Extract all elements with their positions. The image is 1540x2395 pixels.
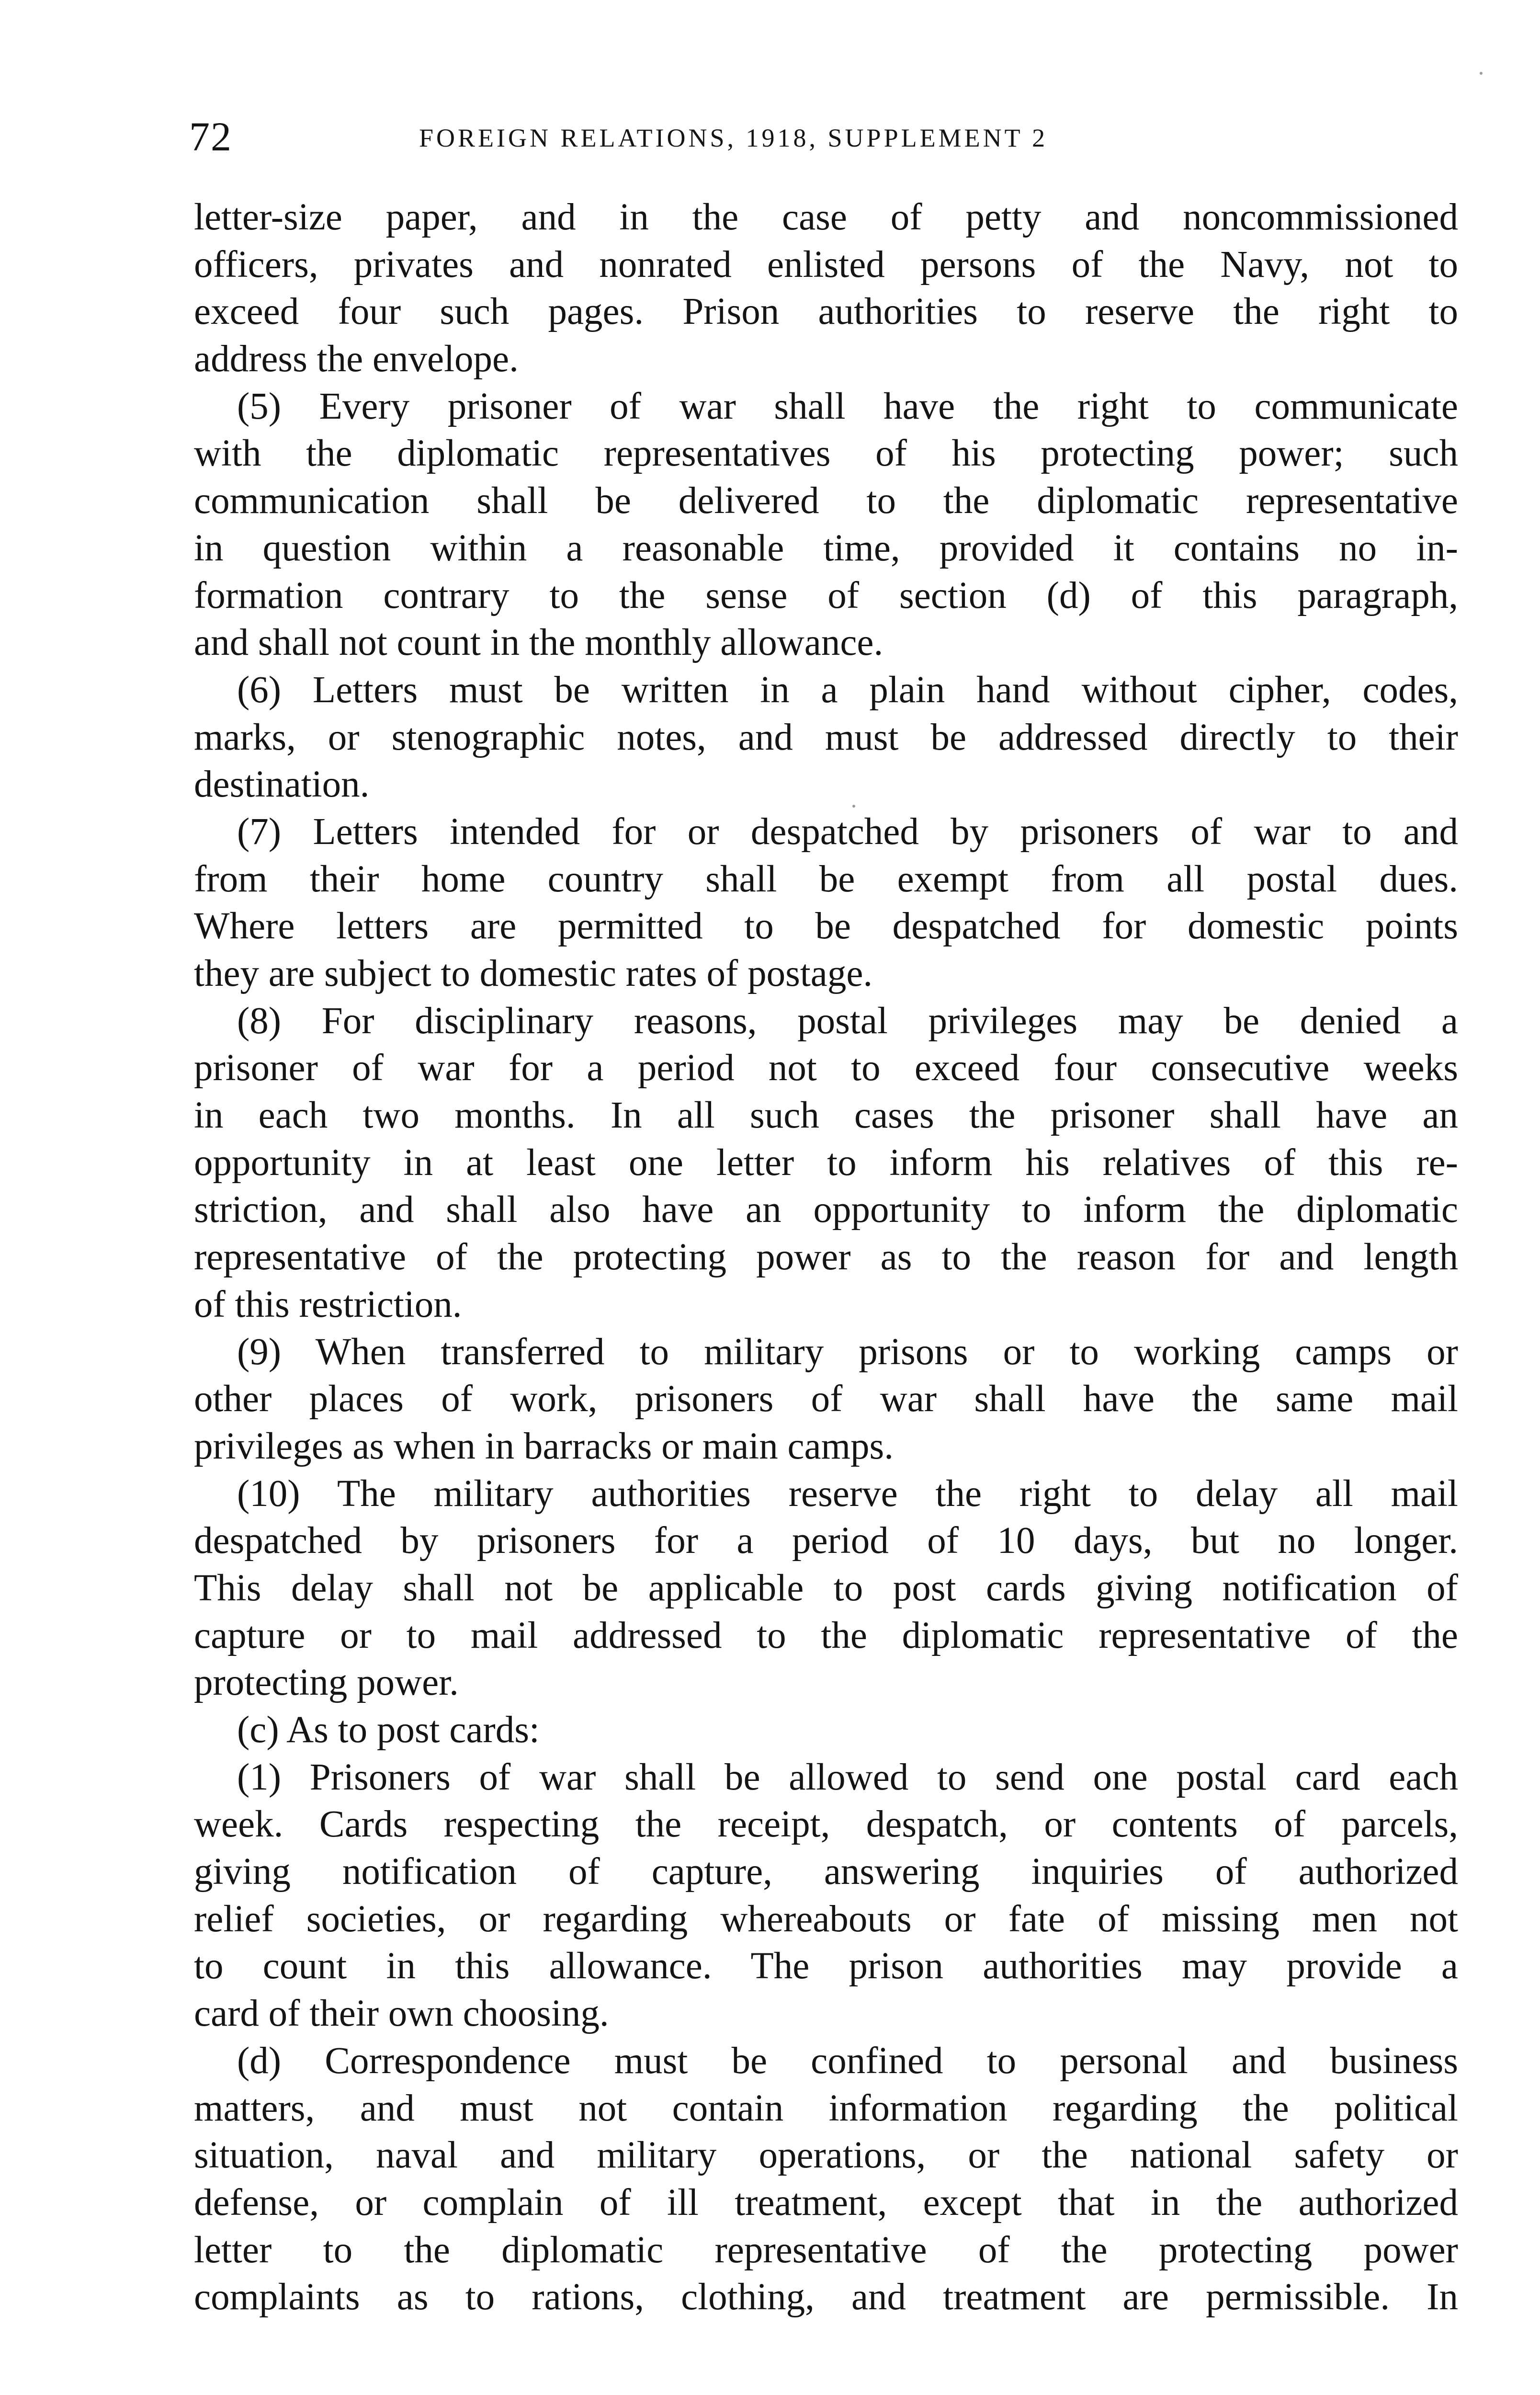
- paper-speck: [852, 805, 855, 808]
- text-line: situation, naval and military operations, or the national safety or: [194, 2134, 1458, 2177]
- text-line: and shall not count in the monthly allowance.: [194, 622, 883, 664]
- text-line: in question within a reasonable time, provided it contains no in-: [194, 527, 1458, 569]
- text-line: week. Cards respecting the receipt, despatch, or contents of parcels,: [194, 1803, 1458, 1846]
- text-line: capture or to mail addressed to the diplomatic representative of the: [194, 1614, 1458, 1656]
- text-line: card of their own choosing.: [194, 1993, 609, 2035]
- text-line: destination.: [194, 764, 370, 806]
- text-line: giving notification of capture, answering inquiries of authorized: [194, 1851, 1458, 1893]
- text-line: letter to the diplomatic representative of the protecting power: [194, 2229, 1458, 2271]
- text-line: representative of the protecting power as to the reason for and length: [194, 1236, 1458, 1278]
- text-line: in each two months. In all such cases the prisoner shall have an: [194, 1095, 1458, 1137]
- paper-speck: [1480, 72, 1483, 75]
- text-line: to count in this allowance. The prison authorities may provide a: [194, 1945, 1458, 1987]
- running-head: [189, 110, 1463, 163]
- text-line: (10) The military authorities reserve the right to delay all mail: [237, 1472, 1458, 1515]
- text-line: (d) Correspondence must be confined to personal and business: [237, 2040, 1458, 2082]
- page-number: 72: [189, 114, 232, 160]
- text-line: prisoner of war for a period not to exceed four consecutive weeks: [194, 1047, 1458, 1089]
- text-line: defense, or complain of ill treatment, except that in the authorized: [194, 2181, 1458, 2224]
- text-line: of this restriction.: [194, 1283, 462, 1325]
- text-line: communication shall be delivered to the diplomatic representative: [194, 480, 1458, 522]
- text-line: marks, or stenographic notes, and must be addressed directly to their: [194, 716, 1458, 758]
- text-line: (1) Prisoners of war shall be allowed to send one postal card each: [237, 1756, 1458, 1798]
- text-line: privileges as when in barracks or main camps.: [194, 1425, 894, 1467]
- text-line: complaints as to rations, clothing, and treatment are permissible. In: [194, 2276, 1458, 2318]
- text-line: officers, privates and nonrated enlisted persons of the Navy, not to: [194, 243, 1458, 285]
- text-line: address the envelope.: [194, 338, 519, 380]
- text-line: (8) For disciplinary reasons, postal privileges may be denied a: [237, 1000, 1458, 1042]
- body-text: [194, 194, 1458, 2321]
- text-line: striction, and shall also have an opportunity to inform the diplomatic: [194, 1189, 1458, 1231]
- text-line: they are subject to domestic rates of postage.: [194, 953, 873, 994]
- text-line: (7) Letters intended for or despatched by prisoners of war to and: [237, 810, 1458, 853]
- text-line: other places of work, prisoners of war shall have the same mail: [194, 1378, 1458, 1420]
- text-line: exceed four such pages. Prison authorities to reserve the right to: [194, 291, 1458, 333]
- text-line: relief societies, or regarding whereabouts or fate of missing men not: [194, 1898, 1458, 1940]
- text-line: with the diplomatic representatives of his protecting power; such: [194, 433, 1458, 475]
- text-line: Where letters are permitted to be despatched for domestic points: [194, 905, 1458, 947]
- text-line: despatched by prisoners for a period of 10 days, but no longer.: [194, 1520, 1458, 1562]
- text-line: opportunity in at least one letter to inform his relatives of this re-: [194, 1141, 1458, 1184]
- text-line: from their home country shall be exempt from all postal dues.: [194, 858, 1458, 900]
- running-title: FOREIGN RELATIONS, 1918, SUPPLEMENT 2: [419, 124, 1048, 152]
- text-line: formation contrary to the sense of section (d) of this paragraph,: [194, 574, 1458, 616]
- text-line: (6) Letters must be written in a plain hand without cipher, codes,: [237, 669, 1458, 711]
- text-line: This delay shall not be applicable to post cards giving notification of: [194, 1567, 1458, 1609]
- text-line: letter-size paper, and in the case of petty and noncommissioned: [194, 196, 1458, 238]
- text-line: protecting power.: [194, 1662, 459, 1704]
- text-line: matters, and must not contain information regarding the political: [194, 2087, 1458, 2129]
- text-line: (c) As to post cards:: [237, 1709, 540, 1751]
- text-line: (5) Every prisoner of war shall have the right to communicate: [237, 385, 1458, 427]
- text-line: (9) When transferred to military prisons or to working camps or: [237, 1331, 1458, 1373]
